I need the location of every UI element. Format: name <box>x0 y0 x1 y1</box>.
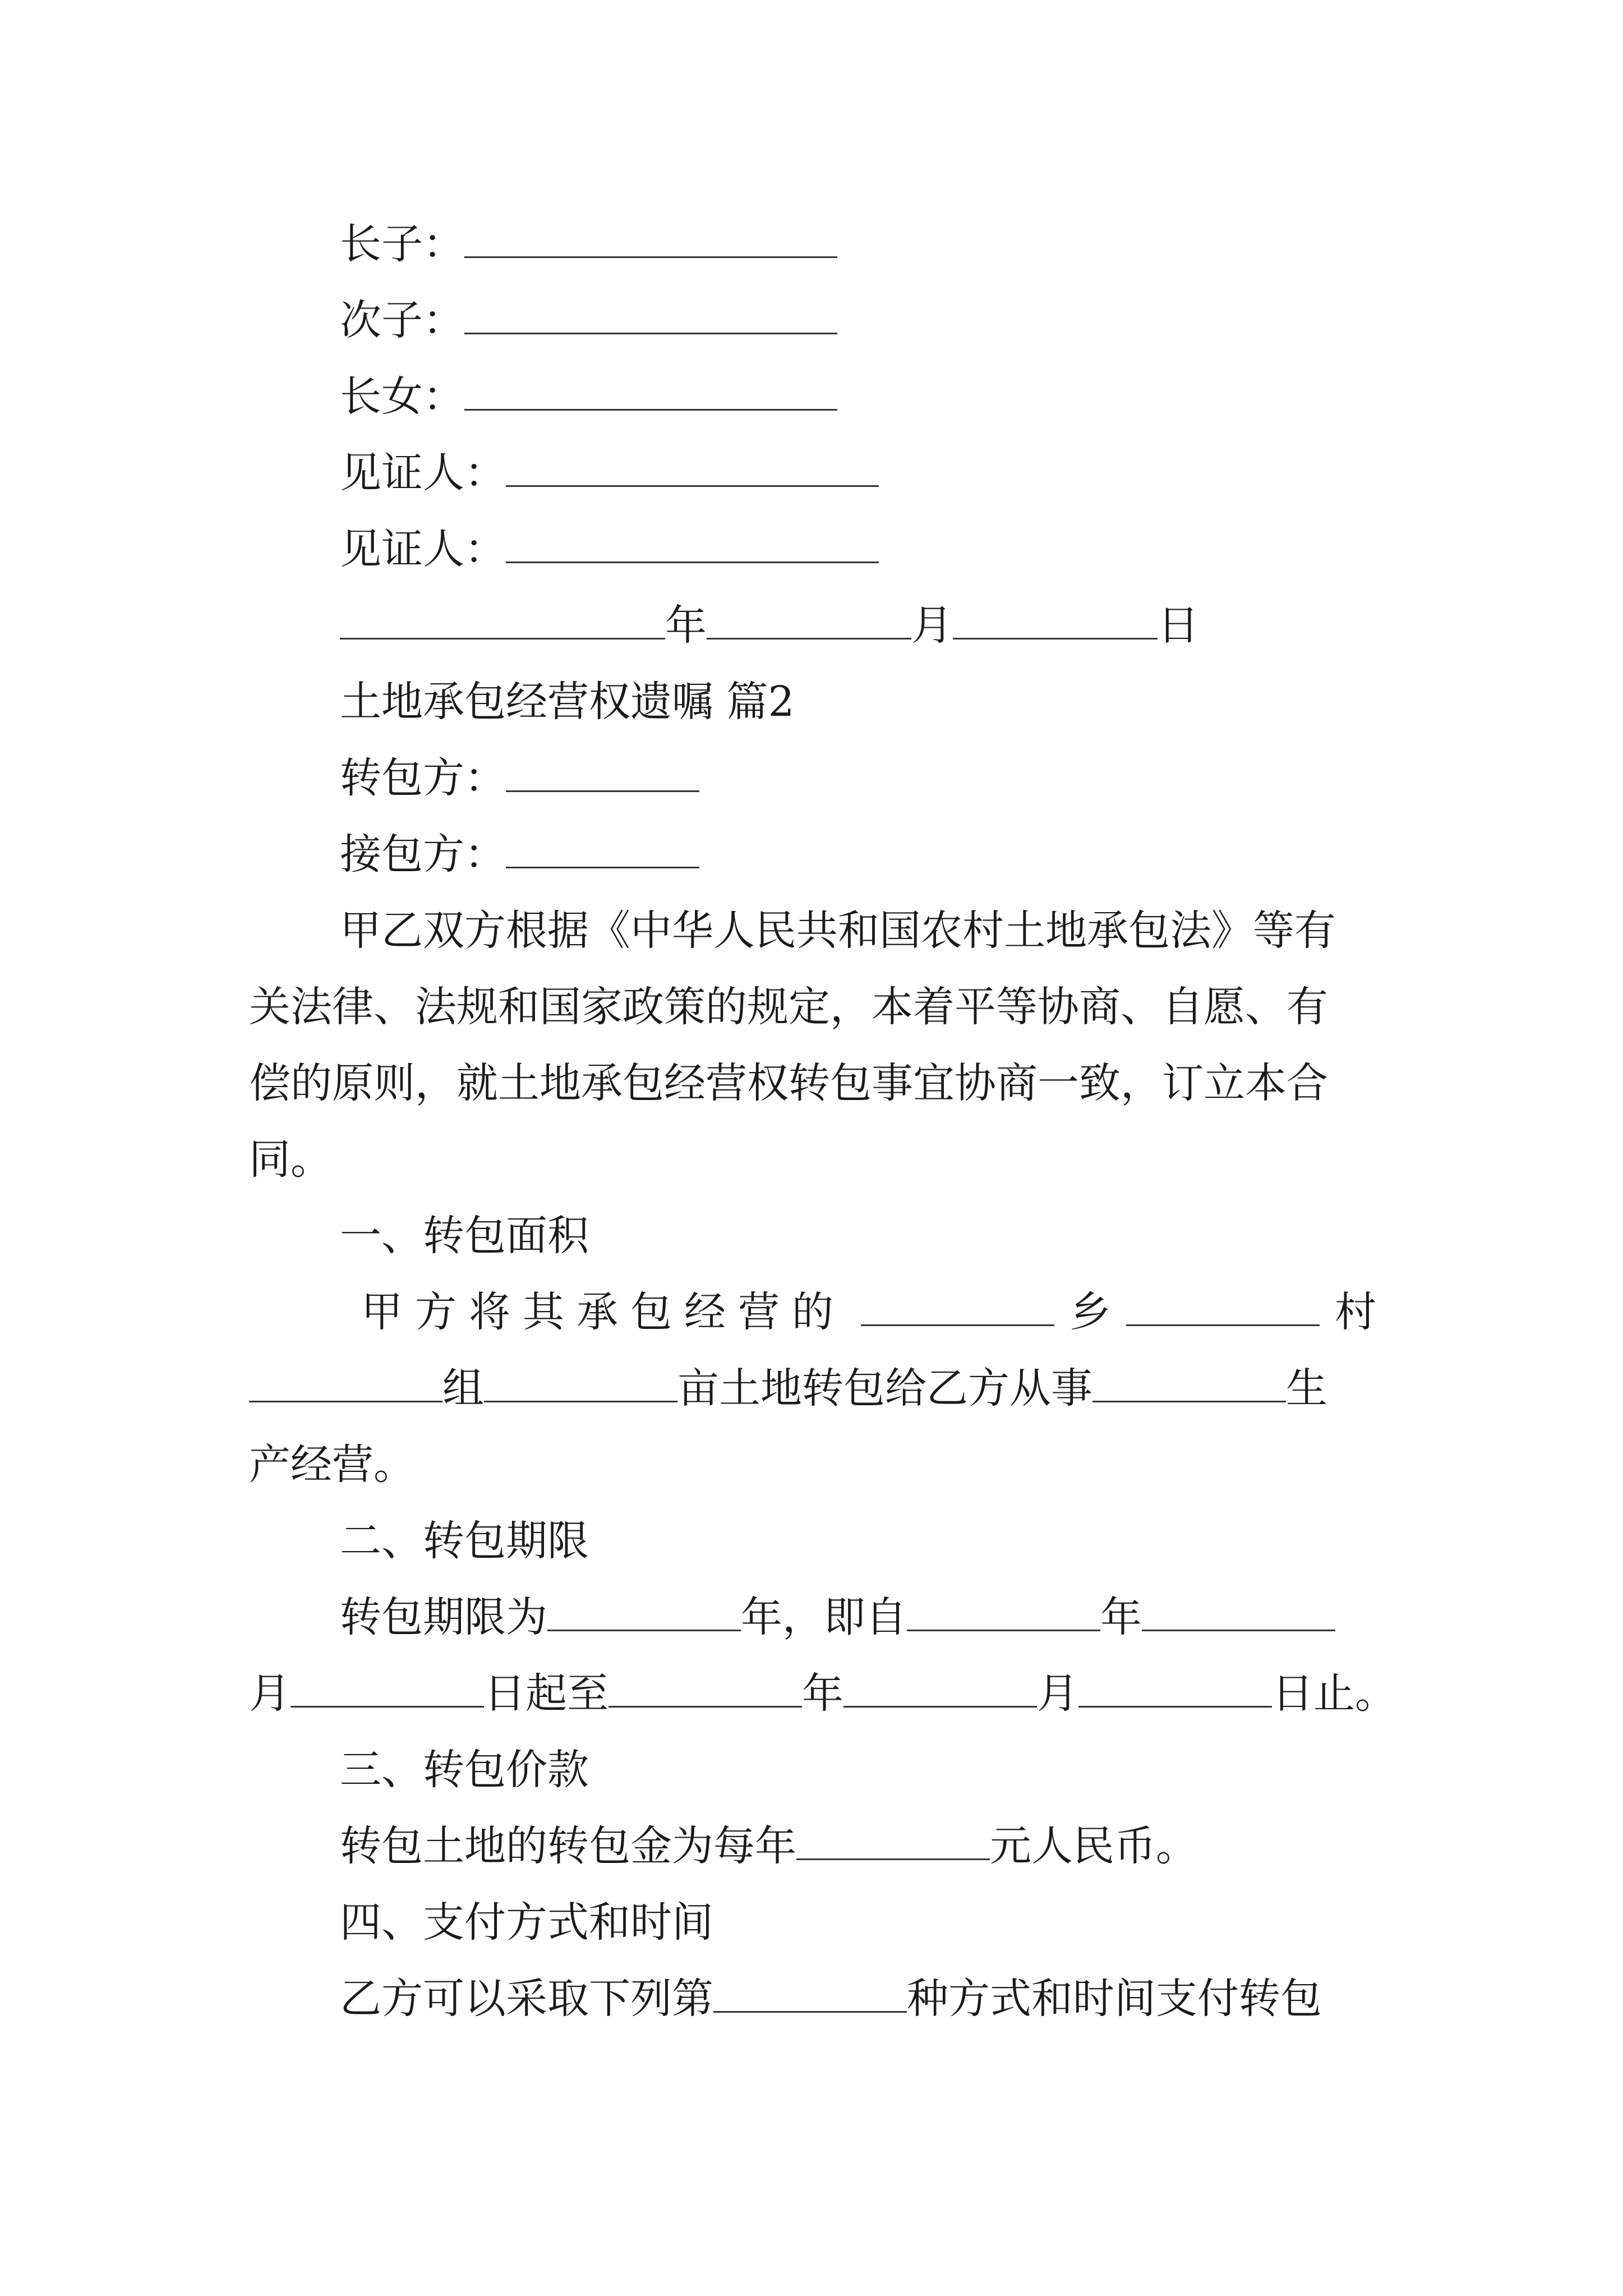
signature-line-witness-2 <box>340 521 879 577</box>
area-text: 亩土地转包给乙方从事 <box>677 1364 1092 1412</box>
signature-line-second-son <box>340 292 837 348</box>
payment-option-blank[interactable] <box>713 1994 907 2013</box>
date-line <box>340 597 1199 654</box>
article-1-line-1 <box>361 1284 1376 1340</box>
payment-text-cont: 种方式和时间支付转包 <box>907 1975 1322 2023</box>
fee-unit-text: 元人民币。 <box>990 1822 1197 1870</box>
payment-text: 乙方可以采取下列第 <box>340 1975 713 2023</box>
section-title: 土地承包经营权遗嘱 篇2 <box>340 678 795 726</box>
start-day-to-text: 日起至 <box>484 1669 608 1718</box>
start-month-blank[interactable] <box>1142 1613 1335 1631</box>
group-blank[interactable] <box>249 1384 442 1402</box>
subcontractor-line <box>340 750 699 806</box>
end-year-label: 年 <box>802 1669 843 1718</box>
purpose-text: 生 <box>1286 1364 1327 1412</box>
start-day-blank[interactable] <box>291 1689 484 1708</box>
signature-blank[interactable] <box>506 468 879 487</box>
end-day-blank[interactable] <box>1078 1689 1272 1708</box>
signature-label: 次子： <box>340 296 464 344</box>
village-blank[interactable] <box>1126 1308 1320 1326</box>
term-text: 转包期限为 <box>340 1593 547 1641</box>
recipient-label: 接包方： <box>340 830 506 878</box>
article-1-text: 甲方将其承包经营的 <box>361 1288 846 1336</box>
signature-line-eldest-son <box>340 216 837 272</box>
fee-amount-blank[interactable] <box>796 1842 990 1860</box>
article-2-line-2 <box>249 1665 1396 1722</box>
recipient-blank[interactable] <box>506 850 699 868</box>
end-day-text: 日止。 <box>1272 1669 1396 1718</box>
month-blank[interactable] <box>707 621 911 639</box>
article-4-line-1 <box>340 1971 1322 2027</box>
area-blank[interactable] <box>484 1384 677 1402</box>
intro-line-4: 同。 <box>249 1135 332 1184</box>
signature-label: 见证人： <box>340 525 506 573</box>
article-1-heading: 一、转包面积 <box>340 1212 589 1260</box>
signature-label: 长子： <box>340 220 464 268</box>
day-blank[interactable] <box>953 621 1158 639</box>
article-1-line-2 <box>249 1360 1327 1416</box>
start-year-label: 年 <box>1100 1593 1142 1641</box>
start-month-label: 月 <box>249 1669 291 1718</box>
recipient-line <box>340 826 699 882</box>
signature-blank[interactable] <box>464 240 837 258</box>
township-label: 乡 <box>1069 1288 1111 1336</box>
village-label: 村 <box>1335 1288 1376 1336</box>
end-month-blank[interactable] <box>843 1689 1037 1708</box>
group-label: 组 <box>442 1364 484 1412</box>
intro-line-3: 偿的原则，就土地承包经营权转包事宜协商一致，订立本合 <box>249 1059 1328 1107</box>
end-year-blank[interactable] <box>608 1689 802 1708</box>
signature-line-eldest-daughter <box>340 369 837 425</box>
term-from-text: 年，即自 <box>741 1593 907 1641</box>
fee-text: 转包土地的转包金为每年 <box>340 1822 796 1870</box>
day-label: 日 <box>1158 601 1199 650</box>
intro-line-2: 关法律、法规和国家政策的规定，本着平等协商、自愿、有 <box>249 983 1328 1031</box>
township-blank[interactable] <box>861 1308 1054 1326</box>
purpose-blank[interactable] <box>1092 1384 1286 1402</box>
signature-line-witness-1 <box>340 445 879 501</box>
article-1-line-3: 产经营。 <box>249 1441 415 1489</box>
article-2-line-1 <box>340 1589 1335 1645</box>
term-years-blank[interactable] <box>547 1613 741 1631</box>
end-month-label: 月 <box>1037 1669 1078 1718</box>
article-3-line-1 <box>340 1818 1197 1874</box>
year-label: 年 <box>665 601 707 650</box>
start-year-blank[interactable] <box>907 1613 1100 1631</box>
subcontractor-blank[interactable] <box>506 774 699 792</box>
signature-blank[interactable] <box>464 316 837 334</box>
article-4-heading: 四、支付方式和时间 <box>340 1898 713 1947</box>
article-3-heading: 三、转包价款 <box>340 1746 589 1794</box>
intro-line-1: 甲乙双方根据《中华人民共和国农村土地承包法》等有 <box>340 907 1336 955</box>
signature-label: 长女： <box>340 372 464 421</box>
month-label: 月 <box>911 601 953 650</box>
year-blank[interactable] <box>340 621 665 639</box>
subcontractor-label: 转包方： <box>340 754 506 802</box>
signature-label: 见证人： <box>340 449 506 497</box>
signature-blank[interactable] <box>506 545 879 563</box>
signature-blank[interactable] <box>464 392 837 411</box>
article-2-heading: 二、转包期限 <box>340 1517 589 1565</box>
